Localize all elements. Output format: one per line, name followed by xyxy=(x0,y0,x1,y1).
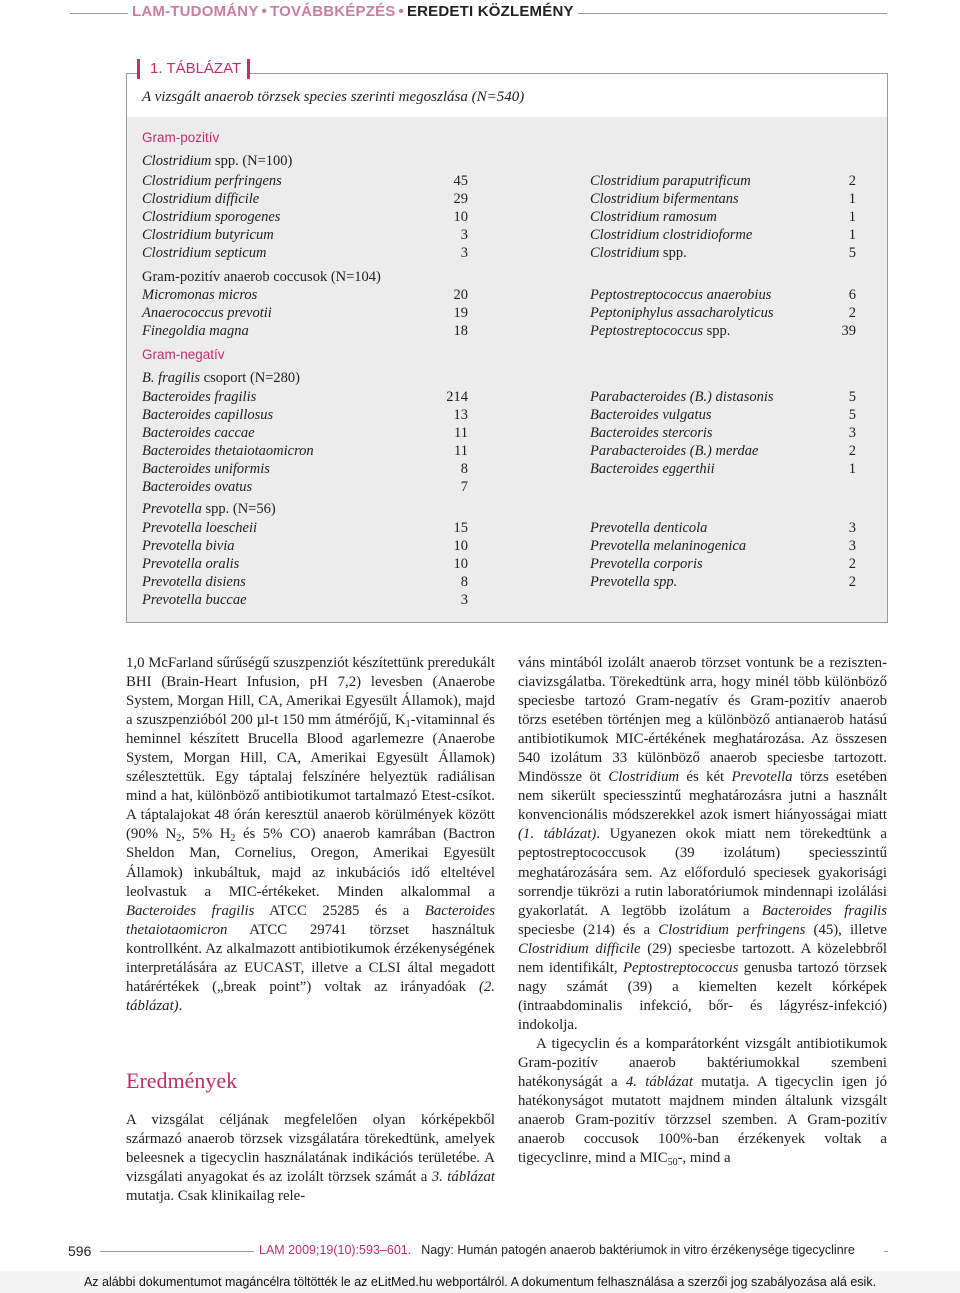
isolate-count: 5 xyxy=(848,407,856,423)
running-header xyxy=(128,3,578,20)
table-row xyxy=(590,208,858,226)
group-rest: csoport (N=280) xyxy=(200,370,301,386)
table-row xyxy=(142,406,472,424)
group-clostridium xyxy=(142,153,292,170)
isolate-count: 29 xyxy=(453,191,468,207)
species-name: Parabacteroides (B.) merdae xyxy=(590,443,759,459)
isolate-count: 2 xyxy=(848,305,856,321)
isolate-count: 13 xyxy=(453,407,468,423)
group-genus: Clostridium xyxy=(142,153,212,169)
species-name: Prevotella corporis xyxy=(590,556,703,572)
isolate-count: 3 xyxy=(848,538,856,554)
species-name: Clostridium ramosum xyxy=(590,209,717,225)
species-name: Anaerococcus prevotii xyxy=(142,305,272,321)
species-name: Prevotella buccae xyxy=(142,592,247,608)
section-gram-negative: Gram-negatív xyxy=(142,347,225,362)
group-genus: Prevotella xyxy=(142,501,202,517)
species-name: Peptostreptococcus spp. xyxy=(590,323,731,339)
species-name: Prevotella oralis xyxy=(142,556,240,572)
species-name: Prevotella melaninogenica xyxy=(590,538,747,554)
species-name: Bacteroides thetaiotaomicron xyxy=(142,443,314,459)
isolate-count: 15 xyxy=(453,520,468,536)
species-name: Finegoldia magna xyxy=(142,323,249,339)
table-row xyxy=(590,537,858,555)
isolate-count: 18 xyxy=(453,323,468,339)
isolate-count: 3 xyxy=(848,520,856,536)
table-row xyxy=(142,244,472,262)
header-part-3: EREDETI KÖZLEMÉNY xyxy=(406,3,574,20)
table-row xyxy=(142,555,472,573)
table-row xyxy=(142,573,472,591)
species-name: Peptoniphylus assacharolyticus xyxy=(590,305,774,321)
isolate-count: 19 xyxy=(453,305,468,321)
species-name: Prevotella bivia xyxy=(142,538,235,554)
table-row xyxy=(142,286,472,304)
species-name: Clostridium septicum xyxy=(142,245,267,261)
isolate-count: 39 xyxy=(841,323,856,339)
isolate-count: 7 xyxy=(460,479,468,495)
isolate-count: 3 xyxy=(460,227,468,243)
isolate-count: 2 xyxy=(848,574,856,590)
isolate-count: 3 xyxy=(460,245,468,261)
species-name: Bacteroides vulgatus xyxy=(590,407,712,423)
table-row xyxy=(590,424,858,442)
table-row xyxy=(590,406,858,424)
header-bullet: • xyxy=(261,3,267,20)
species-name: Clostridium difficile xyxy=(142,191,260,207)
species-name: Bacteroides fragilis xyxy=(142,389,257,405)
species-name: Prevotella loescheii xyxy=(142,520,258,536)
group-rest: spp. (N=56) xyxy=(201,501,276,517)
body-right-column xyxy=(518,654,887,1168)
journal-citation[interactable]: LAM 2009;19(10):593–601. xyxy=(259,1243,412,1257)
species-name: Clostridium perfringens xyxy=(142,173,282,189)
isolate-count: 5 xyxy=(848,245,856,261)
table-row xyxy=(590,555,858,573)
species-name: Clostridium butyricum xyxy=(142,227,274,243)
footer-rule-left xyxy=(100,1251,258,1252)
table-row xyxy=(590,388,858,406)
isolate-count: 6 xyxy=(848,287,856,303)
header-part-1: LAM-TUDOMÁNY xyxy=(132,3,259,20)
body-left-paragraph-1: 1,0 McFarland sűrűségű szuszpenziót készítettünk preredukált BHI (Brain-Heart Infusion, pH 7,2) levesben (Anaerobe System, Morgan Hill, CA, Amerikai Egyesült Államok), majd a szuszpenzióból 200 µl-t 150 mm átmérőjű, $K_1$-vitaminnal és heminnel készített Brucella Blood agarlemezre (Anaerobe System, Morgan Hill, CA, Amerikai Egyesült Államok) szélesztettük. Egy táptalaj felszínére helyeztük radiálisan mind a hat, különböző antibiotikumot tartalmazó Etest-csíkot. A táptalajokat 48 órán keresztül anaerob körülmények között (90% $N_2$, 5% $H_2$ és 5% CO) anaerob kamrában (Bactron Sheldon Man, Cornelius, Oregon, Amerikai Egyesült Államok) inkubáltuk, majd az inkubációs idő elteltével leolvastuk a MIC-értékeket. Minden alkalommal a Bacteroides fragilis ATCC 25285 és a Bacteroides thetaiotaomicron ATCC 29741 törzset használtuk kontrollként. Az alkalmazott antibiotikumok érzékenységének interpretálására az EUCAST, illetve a CLSI által megadott határértékek („break point”) voltak az irányadóak (2. táblázat). xyxy=(126,655,496,1014)
section-gram-positive: Gram-pozitív xyxy=(142,130,220,145)
species-name: Bacteroides stercoris xyxy=(590,425,713,441)
table-row xyxy=(142,388,472,406)
table-row xyxy=(590,244,858,262)
isolate-count: 8 xyxy=(460,574,468,590)
isolate-count: 45 xyxy=(453,173,468,189)
isolate-count: 10 xyxy=(453,538,468,554)
species-name: Bacteroides caccae xyxy=(142,425,255,441)
table-row xyxy=(590,519,858,537)
isolate-count: 11 xyxy=(454,443,468,459)
isolate-count: 11 xyxy=(454,425,468,441)
table-row xyxy=(142,442,472,460)
table-row xyxy=(590,573,858,591)
species-name: Bacteroides eggerthii xyxy=(590,461,715,477)
table-row xyxy=(590,226,858,244)
species-name: Clostridium clostridioforme xyxy=(590,227,753,243)
isolate-count: 10 xyxy=(453,209,468,225)
table-row xyxy=(590,286,858,304)
species-name: Micromonas micros xyxy=(142,287,258,303)
isolate-count: 2 xyxy=(848,443,856,459)
table-label: 1. TÁBLÁZAT xyxy=(137,59,250,79)
group-prevotella xyxy=(142,501,276,518)
table-row xyxy=(142,190,472,208)
body-right-paragraph-2: A tigecyclin és a komparátorként vizsgált antibiotikumok Gram-pozitív anaerob baktériumokkal szembeni hatékonyságát a 4. táblázat mutatja. A tigecyclin igen jó hatékonyságot mutatott majdnem minden általunk vizsgált anaerob Gram-pozitív törzzsel szemben. A Gram-pozitív anaerob coccusok 100%-ban érzékenyek voltak a tigecyclinre, mind a $MIC_{50}-$, mind a xyxy=(518,1035,888,1169)
table-row xyxy=(590,304,858,322)
table-row xyxy=(142,460,472,478)
isolate-count: 10 xyxy=(453,556,468,572)
table-row xyxy=(590,322,858,340)
species-name: Prevotella spp. xyxy=(590,574,678,590)
header-rule-right xyxy=(575,13,887,14)
isolate-count: 1 xyxy=(848,227,856,243)
species-name: Prevotella denticola xyxy=(590,520,708,536)
species-name: Clostridium sporogenes xyxy=(142,209,281,225)
group-genus: B. fragilis xyxy=(142,370,201,386)
isolate-count: 3 xyxy=(460,592,468,608)
header-part-2: TOVÁBBKÉPZÉS xyxy=(270,3,396,20)
isolate-count: 8 xyxy=(460,461,468,477)
species-name: Clostridium paraputrificum xyxy=(590,173,751,189)
body-right-paragraph-1: váns mintából izolált anaerob törzset vontunk be a rezisztenciavizsgálatba. Törekedtünk arra, hogy minél több különböző speciesbe tartozó Gram-negatív és Gram-pozitív anaerob törzs esetében történjen meg a különböző antianaerob hatású antibiotikumok MIC-értékének meghatározása. Az összesen 540 izolátum 33 különböző anaerob speciesbe tartozott. Mindössze öt Clostridium és két Prevotella törzs esetében nem sikerült speciesszintű meghatározásra jutni a használt konvencionális módszerekkel azok ismert hiányosságai miatt (1. táblázat). Ugyanezen okok miatt nem törekedtünk a peptostreptococcusok (39 izolátum) speciesszintű meghatározására sem. Az előforduló speciesek gyakorisági sorrendje tükrözi a rutin laboratóriumok mindennapi izolálási gyakorlatát. A legtöbb izolátum a Bacteroides fragilis speciesbe (214) és a Clostridium perfringens (45), illetve Clostridium difficile (29) speciesbe tartozott. A közelebbről nem identifikált, Peptostreptococcus genusba tartozó törzsek nagy számát (39) a kiemelten kezelt kórképek (intraabdominalis infekció, bőr- és lágyrész-infekció) indokolja. xyxy=(518,655,887,1033)
species-name: Peptostreptococcus anaerobius xyxy=(590,287,772,303)
header-rule-left xyxy=(70,13,130,14)
section-heading-results: Eredmények xyxy=(126,1068,238,1093)
footer-rule-right xyxy=(884,1251,888,1252)
table-row xyxy=(142,304,472,322)
table-row xyxy=(590,442,858,460)
isolate-count: 20 xyxy=(453,287,468,303)
group-bfragilis xyxy=(142,370,300,387)
running-footer xyxy=(254,1243,860,1257)
isolate-count: 5 xyxy=(848,389,856,405)
isolate-count: 1 xyxy=(848,209,856,225)
table-row xyxy=(142,519,472,537)
body-left-paragraph-2: A vizsgálat céljának megfelelően olyan kórképekből származó anaerob törzsek vizsgálatára törekedtünk, amelyek beleesnek a tigecyclin használatának indikációs területébe. A vizsgálati anyagokat és az izolált törzsek számát a 3. táblázat mutatja. Csak klinikailag rele- xyxy=(126,1112,495,1205)
group-cocci: Gram-pozitív anaerob coccusok (N=104) xyxy=(142,269,381,285)
isolate-count: 1 xyxy=(848,191,856,207)
table-row xyxy=(590,172,858,190)
download-disclaimer: Az alábbi dokumentumot magáncélra töltötték le az eLitMed.hu webportálról. A dokumentum felhasználása a szerzői jog szabályozása alá esik. xyxy=(0,1271,960,1293)
table-row xyxy=(142,537,472,555)
header-bullet: • xyxy=(398,3,404,20)
table-row xyxy=(142,226,472,244)
group-rest: spp. (N=100) xyxy=(211,153,293,169)
species-name: Parabacteroides (B.) distasonis xyxy=(590,389,774,405)
isolate-count: 214 xyxy=(446,389,468,405)
table-row xyxy=(142,172,472,190)
table-row xyxy=(142,208,472,226)
table-row xyxy=(142,424,472,442)
table-caption: A vizsgált anaerob törzsek species szerinti megoszlása (N=540) xyxy=(142,89,525,105)
page-number: 596 xyxy=(68,1243,92,1259)
table-row xyxy=(142,591,472,609)
table-row xyxy=(142,478,472,496)
species-name: Prevotella disiens xyxy=(142,574,246,590)
species-name: Bacteroides capillosus xyxy=(142,407,274,423)
article-title: Nagy: Humán patogén anaerob baktériumok in vitro érzékenysége tigecyclinre xyxy=(421,1243,855,1257)
isolate-count: 2 xyxy=(848,556,856,572)
species-name: Bacteroides uniformis xyxy=(142,461,270,477)
table-row xyxy=(590,190,858,208)
isolate-count: 3 xyxy=(848,425,856,441)
species-name: Bacteroides ovatus xyxy=(142,479,253,495)
isolate-count: 1 xyxy=(848,461,856,477)
isolate-count: 2 xyxy=(848,173,856,189)
species-name: Clostridium spp. xyxy=(590,245,687,261)
table-row xyxy=(142,322,472,340)
species-name: Clostridium bifermentans xyxy=(590,191,739,207)
table-row xyxy=(590,460,858,478)
